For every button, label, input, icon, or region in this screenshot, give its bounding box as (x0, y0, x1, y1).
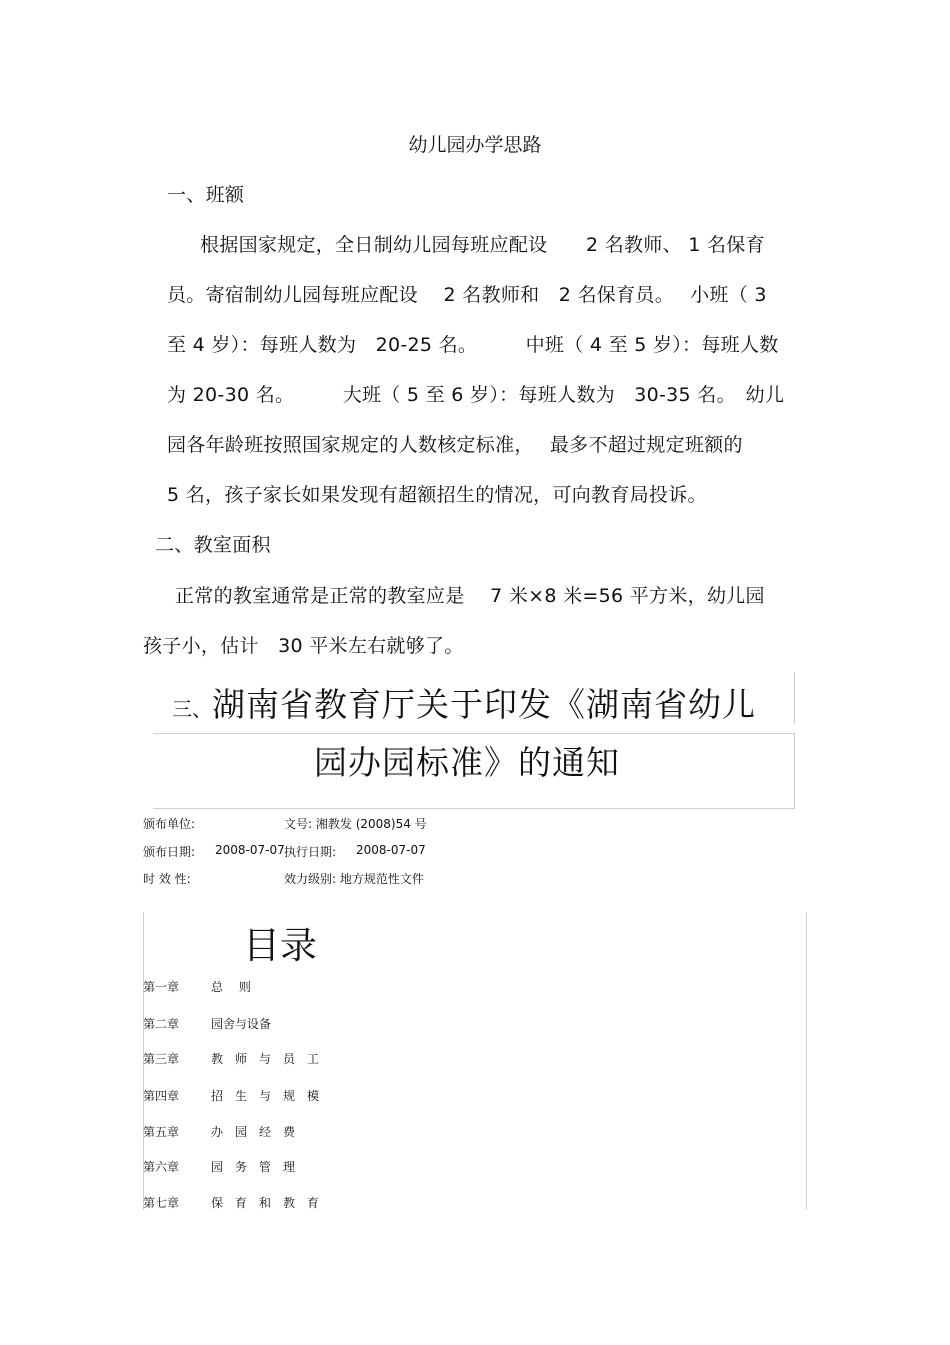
toc-chapter-name: 招 生 与 规 模 (211, 1089, 320, 1103)
toc-chapter: 第四章 (143, 1089, 180, 1103)
section-1-heading: 一、班额 (167, 184, 245, 206)
toc-item (143, 1087, 319, 1104)
toc-chapter: 第五章 (143, 1125, 180, 1139)
validity-label: 时 效 性: (143, 872, 191, 886)
toc-chapter: 第一章 (143, 980, 180, 994)
paragraph-line: 园各年龄班按照国家规定的人数核定标准， 最多不超过规定班额的 (167, 434, 743, 456)
toc-chapter-name: 保 育 和 教 育 (211, 1196, 320, 1210)
document-title: 幼儿园办学思路 (408, 134, 542, 156)
toc-title: 目录 (243, 924, 317, 967)
heading-box-border (153, 808, 795, 809)
paragraph-line: 根据国家规定，全日制幼儿园每班应配设 2 名教师、 1 名保育 (200, 234, 765, 256)
toc-chapter-name: 园 务 管 理 (211, 1160, 296, 1174)
doc-number-value: 湘教发 (2008)54 号 (315, 817, 427, 831)
issue-date-label: 颁布日期: (143, 845, 196, 859)
paragraph-line: 至 4 岁）：每班人数为 20-25 名。 中班（ 4 至 5 岁）：每班人数 (167, 334, 779, 356)
exec-date-value: 2008-07-07 (356, 843, 426, 857)
toc-item (143, 1194, 319, 1211)
toc-chapter: 第七章 (143, 1196, 180, 1210)
level (284, 870, 424, 887)
paragraph-line: 5 名，孩子家长如果发现有超额招生的情况，可向教育局投诉。 (167, 484, 707, 506)
paragraph-line: 为 20-30 名。 大班（ 5 至 6 岁）：每班人数为 30-35 名。 幼儿 (167, 384, 785, 406)
toc-item (143, 1123, 295, 1140)
section-3-heading-line-1: 湖南省教育厅关于印发《湖南省幼儿 (212, 685, 756, 724)
toc-chapter: 第三章 (143, 1052, 180, 1066)
toc-item (143, 978, 251, 995)
heading-box-border (794, 672, 795, 724)
paragraph-line: 孩子小，估计 30 平米左右就够了。 (143, 635, 464, 657)
doc-number (284, 815, 427, 832)
paragraph-line: 正常的教室通常是正常的教室应是 7 米×8 米=56 平方米，幼儿园 (175, 585, 765, 607)
toc-chapter: 第六章 (143, 1160, 180, 1174)
heading-box-border (153, 733, 795, 734)
exec-date-label: 执行日期: (284, 845, 337, 859)
toc-chapter: 第二章 (143, 1017, 180, 1031)
toc-border (806, 912, 807, 1210)
toc-item (143, 1050, 319, 1067)
heading-box-border (794, 733, 795, 809)
toc-chapter-name: 总 则 (211, 980, 251, 994)
issue-date-value: 2008-07-07 (215, 843, 285, 857)
section-2-heading: 二、教室面积 (155, 534, 271, 556)
level-label: 效力级别: (284, 872, 337, 886)
toc-chapter-name: 教 师 与 员 工 (211, 1052, 320, 1066)
section-3-heading-line-2: 园办园标准》的通知 (314, 743, 620, 782)
paragraph-line: 员。寄宿制幼儿园每班应配设 2 名教师和 2 名保育员。 小班（ 3 (167, 284, 767, 306)
toc-item (143, 1158, 295, 1175)
toc-item (143, 1015, 271, 1032)
toc-chapter-name: 园舍与设备 (211, 1017, 272, 1031)
level-value: 地方规范性文件 (339, 872, 424, 886)
section-3-heading (172, 679, 756, 726)
issuer-label: 颁布单位: (143, 817, 196, 831)
toc-chapter-name: 办 园 经 费 (211, 1125, 296, 1139)
doc-number-label: 文号: (284, 817, 313, 831)
section-3-prefix: 三、 (172, 697, 212, 721)
